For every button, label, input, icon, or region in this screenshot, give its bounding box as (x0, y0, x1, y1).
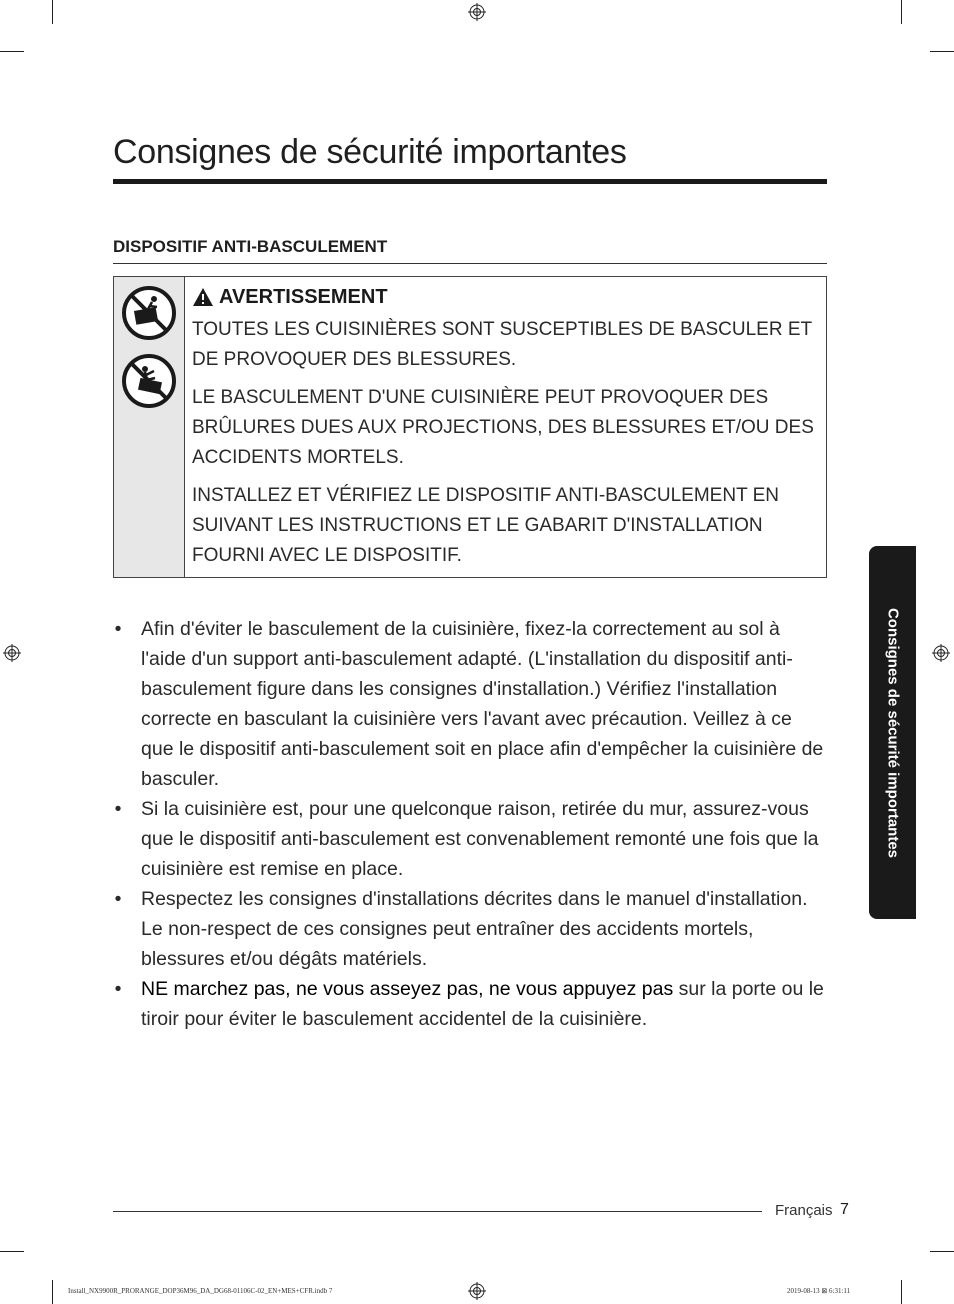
crop-mark (901, 1280, 902, 1304)
crop-mark (0, 1251, 24, 1252)
registration-mark-icon (468, 3, 486, 21)
bullet-icon: • (114, 978, 122, 1000)
print-slug-file: Install_NX9900R_PRORANGE_DOP36M96_DA_DG68-01106C-02_EN+MES+CFR.indb 7 (68, 1287, 333, 1295)
page-title: Consignes de sécurité importantes (113, 133, 627, 171)
warning-content (185, 277, 826, 577)
bullet-icon: • (114, 798, 122, 820)
warning-paragraph: LE BASCULEMENT D'UNE CUISINIÈRE PEUT PROVOQUER DES BRÛLURES DUES AUX PROJECTIONS, DES BLESSURES ET/OU DES ACCIDENTS MORTELS. (192, 387, 814, 468)
instruction-list (113, 614, 829, 1034)
section-heading: DISPOSITIF ANTI-BASCULEMENT (113, 237, 388, 256)
footer-language: Français (775, 1202, 833, 1219)
list-item-text: Si la cuisinière est, pour une quelconque raison, retirée du mur, assurez-vous que le dispositif anti-basculement est convenablement remonté une fois que la cuisinière est remise en place. (141, 798, 819, 880)
warning-paragraph: TOUTES LES CUISINIÈRES SONT SUSCEPTIBLES DE BASCULER ET DE PROVOQUER DES BLESSURES. (192, 319, 812, 370)
registration-mark-icon (3, 644, 21, 662)
warning-title (192, 283, 818, 311)
warning-icon-column (114, 277, 185, 577)
chapter-side-tab (869, 546, 916, 919)
list-item (113, 884, 829, 974)
list-item-text: Respectez les consignes d'installations décrites dans le manuel d'installation. Le non-respect de ces consignes peut entraîner des accidents mortels, blessures et/ou dégâts matériels. (141, 888, 808, 970)
title-rule (113, 179, 827, 184)
list-item (113, 614, 829, 794)
no-stepping-on-door-icon (121, 285, 177, 341)
warning-triangle-icon (192, 287, 214, 307)
bullet-icon: • (114, 888, 122, 910)
list-item (113, 794, 829, 884)
no-sitting-on-door-icon (121, 353, 177, 409)
footer-rule (113, 1211, 762, 1212)
list-item-text: sur la porte ou le tiroir pour éviter le basculement accidentel de la cuisinière. (141, 978, 824, 1030)
chapter-side-tab-label: Consignes de sécurité importantes (884, 607, 901, 858)
list-item (113, 974, 829, 1034)
list-item-emphasis: NE marchez pas, ne vous asseyez pas, ne vous appuyez pas (141, 978, 674, 1000)
crop-mark (52, 0, 53, 24)
warning-box (113, 276, 827, 578)
crop-mark (930, 1251, 954, 1252)
section-rule (113, 263, 827, 264)
registration-mark-icon (932, 644, 950, 662)
warning-paragraph: INSTALLEZ ET VÉRIFIEZ LE DISPOSITIF ANTI-BASCULEMENT EN SUIVANT LES INSTRUCTIONS ET LE GABARIT D'INSTALLATION FOURNI AVEC LE DISPOSITIF. (192, 485, 780, 566)
registration-mark-icon (468, 1282, 486, 1300)
crop-mark (930, 51, 954, 52)
crop-mark (0, 51, 24, 52)
bullet-icon: • (114, 618, 122, 640)
warning-title-label: AVERTISSEMENT (219, 285, 388, 308)
crop-mark (52, 1280, 53, 1304)
list-item-text: Afin d'éviter le basculement de la cuisinière, fixez-la correctement au sol à l'aide d'un support anti-basculement adapté. (L'installation du dispositif anti-basculement figure dans les consignes d'installation.) Vérifiez l'installation correcte en basculant la cuisinière vers l'avant avec précaution. Veillez à ce que le dispositif anti-basculement soit en place afin d'empêcher la cuisinière de basculer. (141, 618, 824, 790)
page-number: 7 (840, 1201, 849, 1218)
print-slug-date: 2019-08-13 ⊠ 6:31:11 (787, 1287, 851, 1295)
crop-mark (901, 0, 902, 24)
